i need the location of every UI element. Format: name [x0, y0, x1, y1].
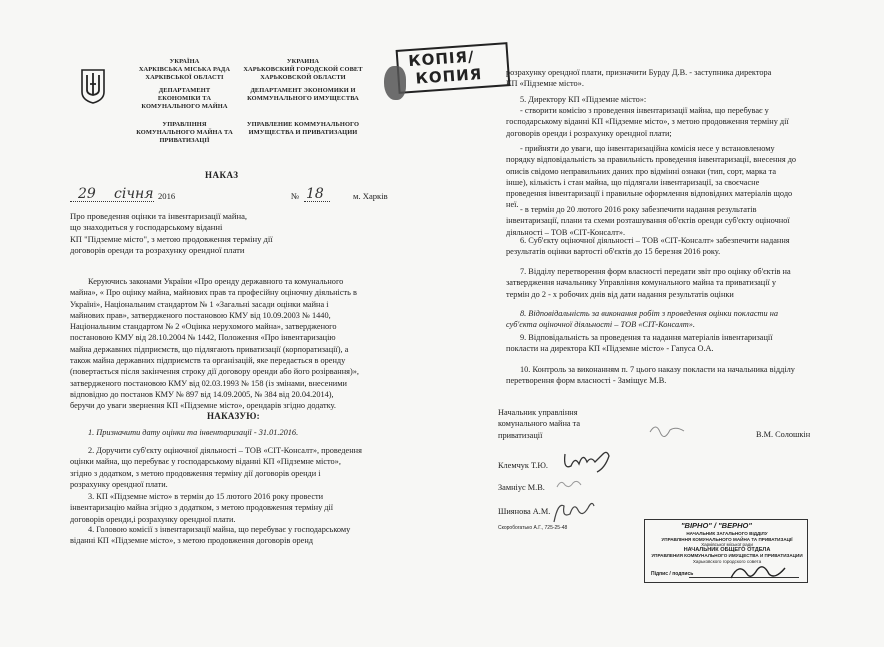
verify-stamp: [644, 519, 808, 583]
item-line: 8. Відповідальність за виконання робіт з проведення оцінки покласти на: [520, 309, 779, 318]
order-number: 18: [306, 186, 324, 202]
item-4: [70, 524, 402, 547]
verify-stamp-signature: [729, 560, 789, 587]
subject-line: КП "Підземне місто", з метою продовження терміну дії: [70, 233, 273, 244]
stamp-line: Харківської міської ради: [701, 542, 753, 548]
item-5b: [506, 143, 806, 211]
item-line: 7. Відділу перетворення форм власності передати звіт про оцінку об'єктів на: [520, 267, 791, 276]
date-underline: [70, 201, 154, 202]
preamble-line: затвердженого постановою КМУ від 02.03.1993 № 158 (із змінами, внесеними: [70, 378, 347, 388]
header-right: [228, 58, 378, 137]
executor: Скоробогатько А.Г., 725-25-48: [498, 525, 568, 531]
item-5-heading: 5. Директору КП «Підземне місто»:: [520, 95, 647, 104]
item-line: КП «Підземне місто».: [506, 79, 584, 89]
item-1: 1. Призначити дату оцінки та інвентаризації - 31.01.2016.: [88, 428, 299, 437]
item-line: 2. Доручити суб'єкту оціночної діяльності – ТОВ «СІТ-Консалт», проведення: [88, 446, 362, 455]
item-line: порядку відповідальність за правильність проведення інвентаризації, внесення до: [506, 155, 797, 165]
item-3: [70, 491, 402, 525]
order-day: 29: [78, 186, 96, 202]
item-line: 6. Суб'єкту оціночної діяльності – ТОВ «СІТ-Консалт» забезпечити надання: [520, 236, 790, 245]
item-10: [506, 364, 806, 387]
header-line: УКРАЇНА: [169, 58, 200, 65]
approver-1-name: Клемчук Т.Ю.: [498, 461, 548, 470]
item-line: неї.: [506, 200, 519, 210]
subject-line: що знаходиться у господарському віданні: [70, 222, 223, 233]
copy-stamp-line2: КОПИЯ: [415, 65, 483, 88]
order-number-label: №: [291, 191, 300, 201]
stamp-line: Харьковского городского совета: [692, 558, 762, 564]
item-line: інвентаризації, плани та схеми розташування об'єктів оренди суб'єкту оціночної: [506, 216, 790, 226]
subject-line: договорів оренди та розрахунку орендної плати: [70, 244, 245, 255]
preamble-line: постановою КМУ від 28.10.2004 № 1442, Положення «Про інвентаризацію: [70, 333, 336, 343]
item-line: договорів оренди,і розрахунку орендної плати.: [70, 514, 236, 524]
preamble-line: Керуючись законами України «Про оренду державного та комунального: [88, 277, 344, 286]
order-heading: НАКАЗУЮ:: [207, 411, 260, 421]
header-line: ХАРКІВСЬКА МІСЬКА РАДА: [138, 66, 231, 73]
header-line: ХАРКІВСЬКОЇ ОБЛАСТІ: [145, 74, 224, 81]
right-continuation: [506, 67, 806, 90]
preamble-line: майна державних підприємств, що підлягають приватизації (корпоратизації), а: [70, 344, 349, 354]
verify-stamp-sign-label: Підпис / подпись: [651, 571, 694, 577]
trident-emblem-icon: [80, 68, 106, 104]
item-9: [506, 332, 806, 355]
stamp-line: УПРАВЛЕНИЯ КОММУНАЛЬНОГО ИМУЩЕСТВА И ПРИВАТИЗАЦИИ: [651, 553, 803, 559]
verify-stamp-title: "ВІРНО" / "ВЕРНО": [681, 521, 752, 530]
header-line: УПРАВЛІННЯ: [162, 121, 207, 128]
item-line: затвердження начальнику Управління комунального майна та приватизації у: [506, 278, 777, 288]
item-6: [506, 235, 806, 258]
preamble-line: беручи до уваги звернення КП «Підземне місто», орендарів згідно додатку.: [70, 401, 336, 411]
preamble-line: Україні», Національним стандартом № 1 «Загальні засади оцінки майна і: [70, 299, 329, 309]
preamble-line: Національним стандартом № 2 «Оцінка нерухомого майна», затвердженого: [70, 322, 337, 332]
item-line: термін до 2 - х робочих днів від дати надання результатів оцінки: [506, 289, 734, 299]
item-line: проведення інвентаризації і правильне оформлення відповідних матеріалів щодо: [506, 189, 793, 199]
item-line: інвентаризацію майна згідно з додатком, з метою продовження терміну дії: [70, 503, 334, 513]
signatory-position: [498, 407, 618, 441]
item-line: згідно з додатком, з метою продовження терміну дії договорів оренди і: [70, 468, 321, 478]
header-line: КОММУНАЛЬНОГО ИМУЩЕСТВА: [247, 95, 359, 102]
item-line: господарському віданні КП «Підземне місто», з метою продовження терміну дії: [506, 117, 789, 127]
item-line: розрахунку орендної плати.: [70, 479, 168, 489]
stamp-smudge: [384, 66, 406, 100]
item-line: 4. Головою комісії з інвентаризації майна, що перебуває у господарському: [88, 525, 351, 534]
head-signature: [648, 422, 688, 443]
header-line: ЕКОНОМІКИ ТА: [157, 95, 212, 102]
preamble-line: також майна державних підприємств та організацій, яке передається в оренду: [70, 356, 346, 366]
header-line: КОМУНАЛЬНОГО МАЙНА: [141, 103, 228, 110]
position-line: приватизації: [498, 430, 543, 440]
item-line: 3. КП «Підземне місто» в термін до 15 лютого 2016 року провести: [88, 492, 324, 501]
copy-stamp-line1: КОПІЯ/: [407, 47, 476, 71]
header-line: ПРИВАТИЗАЦІЇ: [159, 137, 210, 144]
header-line: КОМУНАЛЬНОГО МАЙНА ТА: [136, 129, 233, 136]
item-line: - створити комісію з проведення інвентаризації майна, що перебуває у: [520, 106, 769, 115]
item-line: описів свідомо неправильних даних про відмінні ознаки (тип, сорт, марка та: [506, 166, 777, 176]
header-line: ИМУЩЕСТВА И ПРИВАТИЗАЦИИ: [248, 129, 358, 136]
preamble: [70, 276, 402, 412]
approver-3-name: Шиянова А.М.: [498, 507, 551, 516]
header-line: ХАРЬКОВСКИЙ ГОРОДСКОЙ СОВЕТ: [243, 66, 363, 73]
order-subject: [70, 211, 330, 256]
item-line: діяльності – ТОВ «СІТ-Консалт».: [506, 227, 626, 237]
item-line: результатів оцінки вартості об'єктів до 15 березня 2016 року.: [506, 247, 721, 257]
header-line: УПРАВЛЕНИЕ КОММУНАЛЬНОГО: [246, 121, 360, 128]
stamp-line: НАЧАЛЬНИК ЗАГАЛЬНОГО ВІДДІЛУ: [686, 531, 768, 536]
order-year: 2016: [158, 191, 176, 201]
number-underline: [304, 201, 330, 202]
signatory-name: В.М. Солошкін: [756, 430, 811, 439]
order-title: НАКАЗ: [205, 170, 239, 180]
header-line: ДЕПАРТАМЕНТ ЭКОНОМИКИ И: [250, 87, 356, 94]
item-line: покласти на директора КП «Підземне місто» - Гапуса О.А.: [506, 344, 714, 354]
item-line: 10. Контроль за виконанням п. 7 цього наказу покласти на начальника відділу: [520, 365, 795, 374]
header-line: УКРАИНА: [286, 58, 320, 65]
order-city: м. Харків: [353, 191, 388, 201]
item-line: перетворення форм власності - Заміщує М.В.: [506, 376, 667, 386]
item-5c: [506, 204, 806, 238]
position-line: комунального майна та: [498, 419, 581, 429]
preamble-line: (повертається після закінчення строку дії договору оренди або його розірвання)»,: [70, 367, 359, 377]
copy-stamp: [396, 42, 511, 94]
item-7: [506, 266, 806, 300]
header-line: ДЕПАРТАМЕНТ: [158, 87, 211, 94]
stamp-line: НАЧАЛЬНИК ОБЩЕГО ОТДЕЛА: [683, 546, 771, 553]
header-line: ХАРЬКОВСКОЙ ОБЛАСТИ: [260, 74, 346, 81]
preamble-line: майна», « Про оцінку майна, майнових прав та професійну оціночну діяльність в: [70, 288, 357, 298]
preamble-line: відповідно до постанов КМУ № 897 від 14.09.2005, № 384 від 20.04.2014),: [70, 389, 334, 399]
item-line: суб'єкта оціночної діяльності – ТОВ «СІТ-Консалт».: [506, 320, 695, 330]
preamble-line: майнових прав», затвердженого постановою КМУ від 10.09.2003 № 1440,: [70, 310, 331, 320]
approver-1-signature: [561, 448, 613, 479]
item-2: [70, 445, 402, 490]
approver-2-signature: [555, 477, 585, 496]
item-line: оцінки майна, що перебуває у господарському віданні КП «Підземне місто»,: [70, 457, 341, 467]
item-line: договорів оренди і розрахунку орендної плати;: [506, 128, 672, 138]
order-date-line: [70, 186, 410, 205]
stamp-line: УПРАВЛІННЯ КОМУНАЛЬНОГО МАЙНА ТА ПРИВАТИЗАЦІЇ: [661, 536, 793, 542]
item-8: [506, 308, 806, 331]
item-5a: [506, 105, 806, 139]
subject-line: Про проведення оцінки та інвентаризації майна,: [70, 211, 248, 221]
item-line: розрахунку орендної плати, призначити Бурду Д.В. - заступника директора: [506, 68, 772, 77]
position-line: Начальник управління: [498, 408, 578, 417]
item-line: - в термін до 20 лютого 2016 року забезпечити надання результатів: [520, 205, 757, 214]
item-line: - прийняти до уваги, що інвентаризаційна комісія несе у встановленому: [520, 144, 775, 153]
item-line: 9. Відповідальність за проведення та надання матеріалів інвентаризації: [520, 333, 773, 342]
order-month: січня: [114, 186, 154, 202]
item-line: віданні КП «Підземне місто», з метою продовження договорів оренд: [70, 536, 314, 546]
item-line: інше), кількість і стан майна, що підлягали інвентаризації, за своєчасне: [506, 177, 760, 187]
approver-2-name: Замніус М.В.: [498, 483, 545, 492]
